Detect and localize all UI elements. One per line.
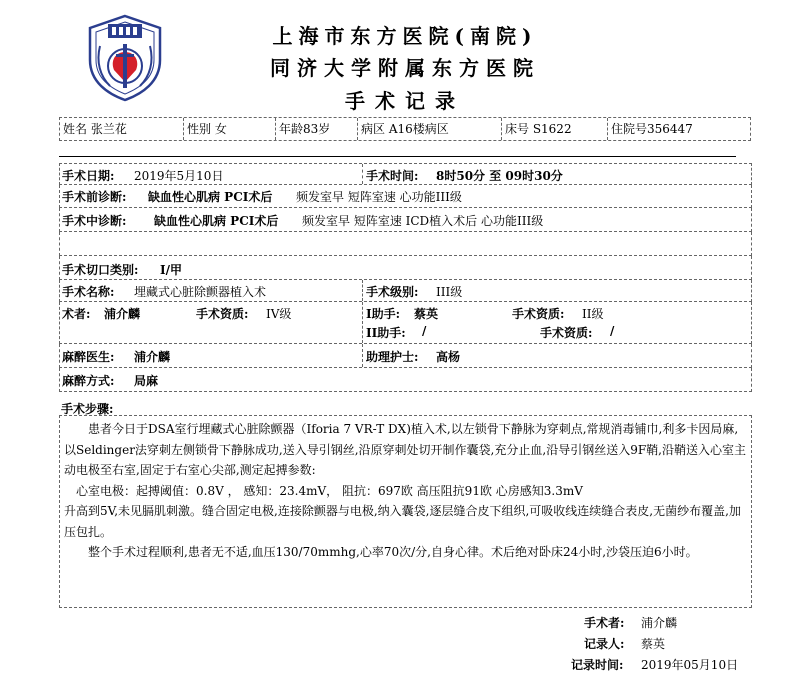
patient-admission-no: 住院号356447 xyxy=(611,122,693,136)
patient-info-bar xyxy=(59,117,751,141)
surgeon-label: 术者: xyxy=(62,307,91,321)
intra-diagnosis-secondary: 频发室早 短阵室速 ICD植入术后 心功能III级 xyxy=(302,214,544,228)
op-grade-label: 手术级别: xyxy=(366,285,419,299)
anesthetist-label: 麻醉医生: xyxy=(62,350,115,364)
assistant1-value: 蔡英 xyxy=(414,307,439,321)
steps-paragraph: 心室电极：起搏阈值：0.8V ， 感知：23.4mV， 阻抗：697欧 高压阻抗91欧 心房感知3.3mV xyxy=(64,483,583,498)
assistant1-label: I助手: xyxy=(366,307,401,321)
assistant1-qualification-value: II级 xyxy=(582,307,604,321)
incision-label: 手术切口类别: xyxy=(62,263,139,277)
hospital-name: 上海市东方医院(南院) xyxy=(272,24,538,48)
steps-label: 手术步骤: xyxy=(61,402,114,416)
surgeon-qualification-value: IV级 xyxy=(266,307,292,321)
date-value: 2019年5月10日 xyxy=(134,169,224,183)
row-date-time xyxy=(59,163,752,185)
surgeon-qualification-label: 手术资质: xyxy=(196,307,249,321)
patient-ward: 病区 A16楼病区 xyxy=(358,118,502,140)
pre-diagnosis-label: 手术前诊断: xyxy=(62,190,127,204)
record-time-value: 2019年05月10日 xyxy=(641,658,739,672)
pre-diagnosis-secondary: 频发室早 短阵室速 心功能III级 xyxy=(296,190,462,204)
sign-recorder-label: 记录人: xyxy=(584,637,625,651)
anesthesia-method-value: 局麻 xyxy=(134,374,159,388)
divider xyxy=(362,280,363,301)
divider xyxy=(362,302,363,343)
row-pre-diagnosis xyxy=(59,185,752,208)
divider xyxy=(362,344,363,367)
time-label: 手术时间: xyxy=(366,169,419,183)
intra-diagnosis-label: 手术中诊断: xyxy=(62,214,127,228)
patient-bed: 床号 S1622 xyxy=(502,118,608,140)
pre-diagnosis-primary: 缺血性心肌病 PCI术后 xyxy=(148,190,273,204)
divider xyxy=(362,164,363,184)
sign-surgeon-value: 浦介麟 xyxy=(641,616,678,630)
surgeon-value: 浦介麟 xyxy=(104,307,141,321)
intra-diagnosis-primary: 缺血性心肌病 PCI术后 xyxy=(154,214,279,228)
assistant2-qualification-value: / xyxy=(610,324,615,338)
assistant1-qualification-label: 手术资质: xyxy=(512,307,565,321)
row-blank xyxy=(59,232,752,256)
assistant2-qualification-label: 手术资质: xyxy=(540,326,593,340)
divider xyxy=(59,156,736,157)
sign-recorder-value: 蔡英 xyxy=(641,637,666,651)
steps-paragraph: 升高到5V,未见膈肌刺激。缝合固定电极,连接除颤器与电极,纳入囊袋,逐层缝合皮下组织,可吸收线连续缝合表皮,无菌纱布覆盖,加压包扎。 xyxy=(64,504,741,539)
anesthetist-value: 浦介麟 xyxy=(134,350,171,364)
row-intra-diagnosis xyxy=(59,208,752,232)
nurse-value: 高杨 xyxy=(436,350,461,364)
incision-value: I/甲 xyxy=(160,263,182,277)
anesthesia-method-label: 麻醉方式: xyxy=(62,374,115,388)
assistant2-value: / xyxy=(422,324,427,338)
date-label: 手术日期: xyxy=(62,169,115,183)
row-surgeon-assistants xyxy=(59,302,752,344)
document-title: 手术记录 xyxy=(345,89,465,113)
steps-paragraph: 整个手术过程顺利,患者无不适,血压130/70mmhg,心率70次/分,自身心律。术后绝对卧床24小时,沙袋压迫6小时。 xyxy=(64,545,698,559)
row-anesthesia-method xyxy=(59,368,752,392)
nurse-label: 助理护士: xyxy=(366,350,419,364)
op-grade-value: III级 xyxy=(436,285,463,299)
hospital-affiliation: 同济大学附属东方医院 xyxy=(270,56,540,80)
row-anesthesia xyxy=(59,344,752,368)
assistant2-label: II助手: xyxy=(366,326,406,340)
hospital-emblem-icon xyxy=(86,14,164,102)
record-time-label: 记录时间: xyxy=(571,658,624,672)
op-name-value: 埋藏式心脏除颤器植入术 xyxy=(134,285,267,299)
row-op-name xyxy=(59,280,752,302)
op-name-label: 手术名称: xyxy=(62,285,115,299)
operation-steps xyxy=(59,415,752,608)
row-incision xyxy=(59,256,752,280)
patient-name: 姓名 张兰花 xyxy=(60,118,184,140)
patient-age: 年龄83岁 xyxy=(276,118,358,140)
time-value: 8时50分 至 09时30分 xyxy=(436,169,563,183)
patient-sex: 性别 女 xyxy=(184,118,276,140)
steps-paragraph: 患者今日于DSA室行埋藏式心脏除颤器（Iforia 7 VR-T DX)植入术,以左锁骨下静脉为穿刺点,常规消毒铺巾,利多卡因局麻,以Seldinger法穿刺左侧锁骨下静脉成功,送入导引钢丝,沿原穿刺处切开制作囊袋,充分止血,沿导引钢丝送入9F鞘,沿鞘送入心室主动电极至右室,固定于右室心尖部,测定起搏参数: xyxy=(64,422,746,477)
sign-surgeon-label: 手术者: xyxy=(584,616,625,630)
